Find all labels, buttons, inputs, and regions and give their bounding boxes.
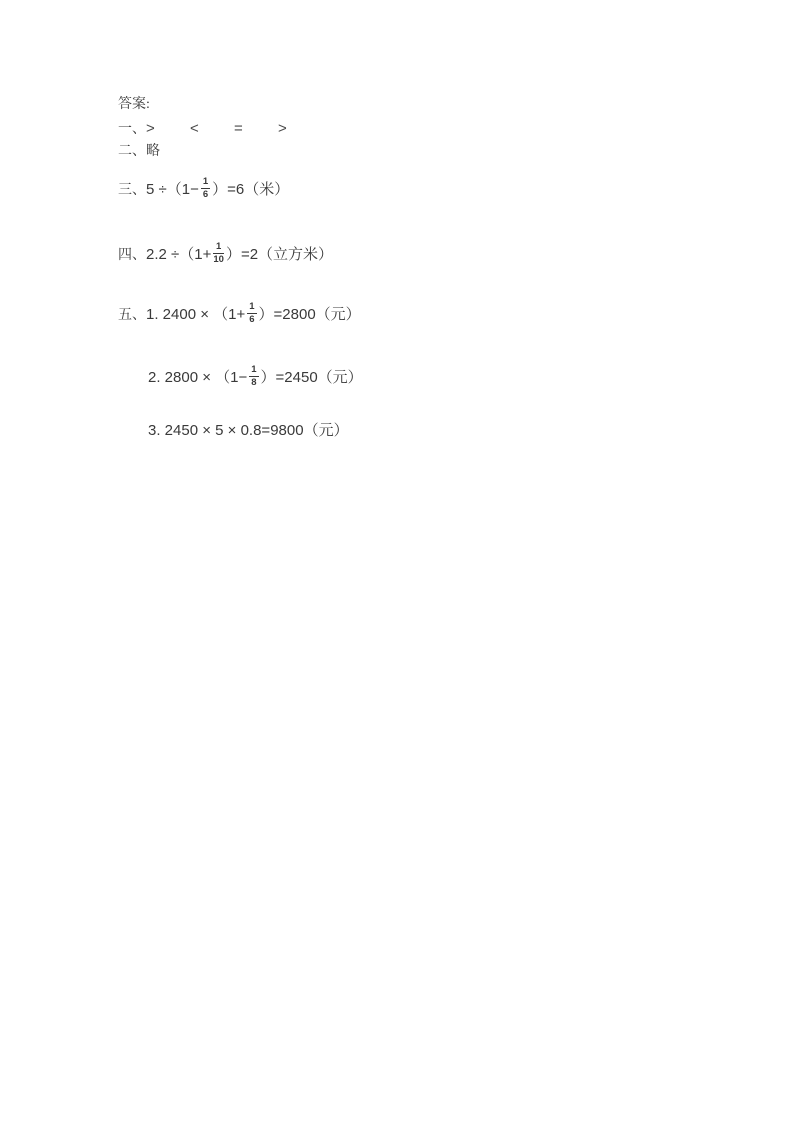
q3-fraction-denominator: 6 bbox=[202, 188, 209, 200]
answer-line-q5-item3 bbox=[148, 414, 349, 448]
answer-line-q5-item2 bbox=[148, 361, 363, 395]
q3-expression-left: 5 ÷（1− bbox=[146, 181, 199, 198]
q3-fraction bbox=[201, 177, 210, 201]
q5-item1-fraction-denominator: 6 bbox=[249, 313, 255, 325]
q1-prefix: 一、 bbox=[118, 122, 146, 137]
q4-prefix: 四、 bbox=[118, 248, 146, 263]
q4-fraction-denominator: 10 bbox=[213, 253, 224, 265]
q4-expression-left: 2.2 ÷（1+ bbox=[146, 246, 212, 263]
q5-item2-expression-right: ）=2450（元） bbox=[260, 369, 363, 386]
q5-item2-label: 2. bbox=[148, 369, 161, 386]
q5-item1-label: 1. bbox=[146, 306, 159, 323]
q4-expression-right: ）=2（立方米） bbox=[225, 246, 334, 263]
q5-item1-fraction-numerator: 1 bbox=[247, 302, 256, 314]
answer-line-q3 bbox=[118, 173, 289, 208]
q5-item1-expression-left: 2400 × （1+ bbox=[158, 306, 246, 323]
q3-expression-right: ）=6（米） bbox=[212, 181, 290, 198]
q5-item2-fraction bbox=[249, 365, 258, 389]
q5-item3-label: 3. bbox=[148, 422, 161, 439]
q1-symbol-2: < bbox=[190, 120, 199, 137]
q3-prefix: 三、 bbox=[118, 183, 146, 198]
q1-symbol-4: > bbox=[278, 120, 287, 137]
q5-item1-fraction bbox=[247, 302, 256, 326]
q2-answer: 略 bbox=[146, 144, 160, 159]
q5-prefix: 五、 bbox=[118, 308, 146, 323]
q1-symbol-3: = bbox=[234, 120, 243, 137]
answer-line-q5-item1 bbox=[118, 298, 361, 333]
q4-fraction-numerator: 1 bbox=[213, 242, 224, 254]
answer-line-q1 bbox=[118, 118, 322, 140]
q5-item2-fraction-denominator: 8 bbox=[251, 376, 257, 388]
answer-line-q4 bbox=[118, 238, 333, 273]
q3-fraction-numerator: 1 bbox=[201, 177, 210, 189]
q1-symbol-1: > bbox=[146, 120, 155, 137]
q2-prefix: 二、 bbox=[118, 144, 146, 159]
q5-item3-expression: 2450 × 5 × 0.8=9800（元） bbox=[160, 422, 349, 439]
answers-title: 答案: bbox=[118, 97, 150, 112]
q5-item2-fraction-numerator: 1 bbox=[249, 365, 258, 377]
q5-item2-expression-left: 2800 × （1− bbox=[160, 369, 248, 386]
q4-fraction bbox=[213, 242, 224, 266]
q5-item1-expression-right: ）=2800（元） bbox=[258, 306, 361, 323]
answer-line-q2 bbox=[118, 140, 160, 162]
